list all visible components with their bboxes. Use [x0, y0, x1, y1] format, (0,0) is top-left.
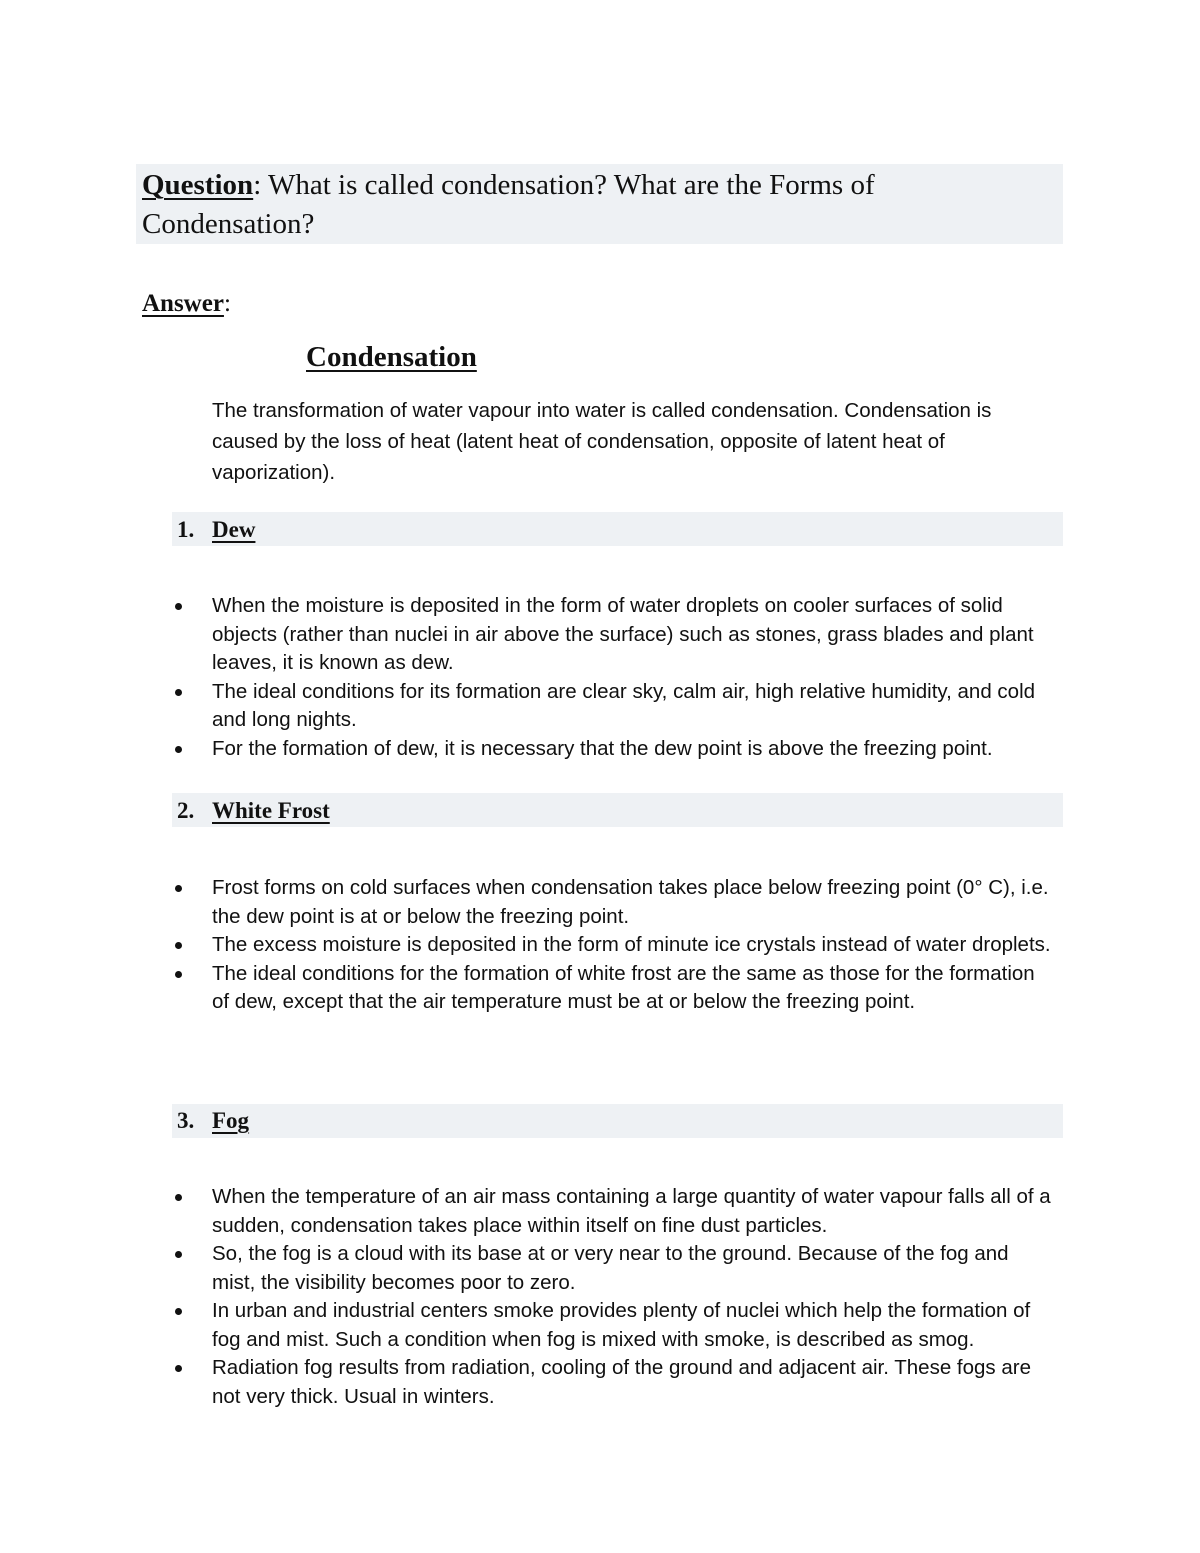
dew-heading-number: 1. [177, 517, 195, 542]
bullet-icon [175, 1308, 182, 1315]
list-item [0, 960, 1057, 1017]
list-item-text: When the moisture is deposited in the form of water droplets on cooler surfaces of solid objects (rather than nuclei in air above the surface) such as stones, grass blades and plant leaves, it is known as dew. [212, 594, 1034, 674]
list-item [0, 1297, 1057, 1354]
bullet-icon [175, 603, 182, 610]
bullet-icon [175, 1365, 182, 1372]
intro-paragraph: The transformation of water vapour into water is called condensation. Condensation is caused by the loss of heat (latent heat of condensation, opposite of latent heat of vaporization). [212, 399, 992, 484]
question [142, 166, 1042, 244]
question-text: What is called condensation? What are the Forms of Condensation? [142, 169, 875, 240]
list-item [0, 874, 1057, 931]
dew-heading-title: Dew [212, 517, 256, 542]
dew-heading-highlight [172, 512, 1063, 546]
answer-label: Answer [142, 290, 224, 317]
list-item [0, 931, 1057, 960]
question-label: Question [142, 169, 254, 201]
list-item-text: For the formation of dew, it is necessary that the dew point is above the freezing point. [212, 736, 993, 760]
white-frost-heading-number: 2. [177, 798, 195, 823]
bullet-icon [175, 746, 182, 753]
answer-separator: : [223, 290, 231, 317]
bullet-icon [175, 1251, 182, 1258]
fog-heading-highlight [172, 1104, 1063, 1138]
list-item-text: Radiation fog results from radiation, cooling of the ground and adjacent air. These fogs are not very thick. Usual in winters. [212, 1356, 1031, 1408]
bullet-icon [175, 689, 182, 696]
answer-heading [142, 287, 231, 321]
list-item [0, 1240, 1057, 1297]
list-item-text: Frost forms on cold surfaces when condensation takes place below freezing point (0° C), i.e. the dew point is at or below the freezing point. [212, 876, 1049, 928]
list-item-text: When the temperature of an air mass containing a large quantity of water vapour falls all of a sudden, condensation takes place within itself on fine dust particles. [212, 1185, 1051, 1237]
bullet-icon [175, 1194, 182, 1201]
list-item [0, 678, 1057, 735]
list-item-text: The excess moisture is deposited in the form of minute ice crystals instead of water droplets. [212, 933, 1051, 956]
white-frost-bullet-list [0, 874, 1080, 1017]
list-item-text: The ideal conditions for the formation of white frost are the same as those for the formation of dew, except that the air temperature must be at or below the freezing point. [212, 961, 1035, 1013]
bullet-icon [175, 942, 182, 949]
dew-bullet-list [0, 592, 1080, 763]
fog-bullet-list [0, 1183, 1080, 1411]
list-item-text: The ideal conditions for its formation are clear sky, calm air, high relative humidity, and cold and long nights. [212, 679, 1036, 731]
page-title: Condensation [306, 341, 477, 373]
list-item [0, 592, 1057, 678]
fog-heading-title: Fog [212, 1108, 250, 1133]
bullet-icon [175, 885, 182, 892]
list-item [0, 735, 1057, 764]
question-separator: : [253, 169, 262, 201]
list-item [0, 1354, 1057, 1411]
list-item-text: In urban and industrial centers smoke provides plenty of nuclei which help the formation of fog and mist. Such a condition when fog is mixed with smoke, is described as smog. [212, 1299, 1031, 1351]
list-item [0, 1183, 1057, 1240]
fog-heading-number: 3. [177, 1108, 195, 1133]
bullet-icon [175, 971, 182, 978]
white-frost-heading-title: White Frost [212, 798, 330, 823]
list-item-text: So, the fog is a cloud with its base at or very near to the ground. Because of the fog and mist, the visibility becomes poor to zero. [212, 1242, 1009, 1294]
